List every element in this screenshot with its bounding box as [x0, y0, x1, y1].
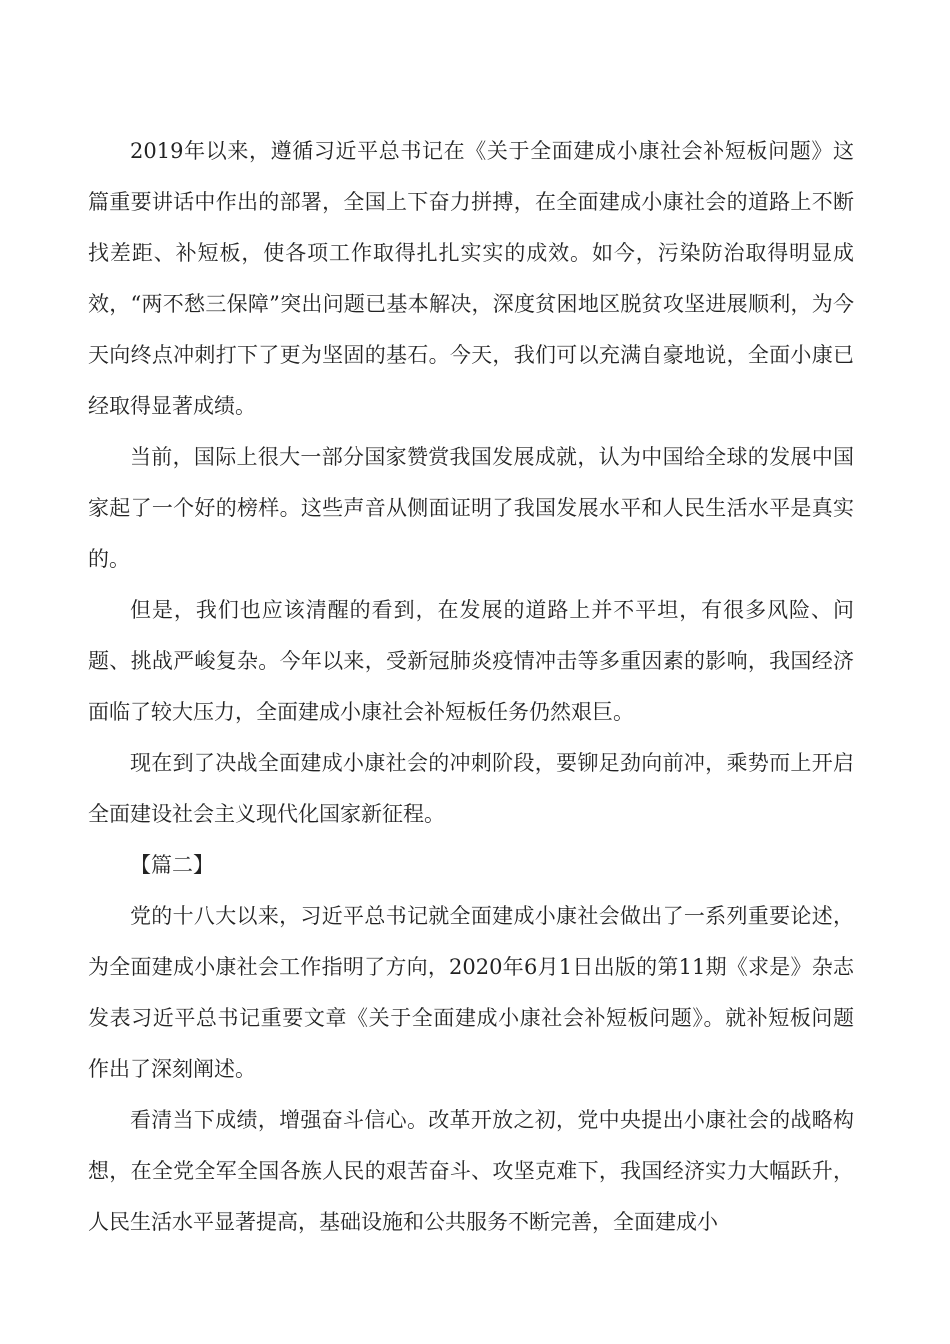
paragraph: 但是，我们也应该清醒的看到，在发展的道路上并不平坦，有很多风险、问题、挑战严峻复杂。今年以来，受新冠肺炎疫情冲击等多重因素的影响，我国经济面临了较大压力，全面建成小康社会补短板任务仍然艰巨。: [88, 598, 854, 724]
paragraph: 现在到了决战全面建成小康社会的冲刺阶段，要铆足劲向前冲，乘势而上开启全面建设社会主义现代化国家新征程。: [88, 751, 854, 826]
document-body: [88, 126, 854, 1248]
paragraph: 党的十八大以来，习近平总书记就全面建成小康社会做出了一系列重要论述，为全面建成小康社会工作指明了方向，2020年6月1日出版的第11期《求是》杂志发表习近平总书记重要文章《关于全面建成小康社会补短板问题》。就补短板问题作出了深刻阐述。: [88, 904, 854, 1081]
paragraph: 当前，国际上很大一部分国家赞赏我国发展成就，认为中国给全球的发展中国家起了一个好的榜样。这些声音从侧面证明了我国发展水平和人民生活水平是真实的。: [88, 445, 854, 571]
paragraph: 看清当下成绩，增强奋斗信心。改革开放之初，党中央提出小康社会的战略构想，在全党全军全国各族人民的艰苦奋斗、攻坚克难下，我国经济实力大幅跃升，人民生活水平显著提高，基础设施和公共服务不断完善，全面建成小: [88, 1108, 854, 1234]
paragraph: 2019年以来，遵循习近平总书记在《关于全面建成小康社会补短板问题》这篇重要讲话中作出的部署，全国上下奋力拼搏，在全面建成小康社会的道路上不断找差距、补短板，使各项工作取得扎扎实实的成效。如今，污染防治取得明显成效，“两不愁三保障”突出问题已基本解决，深度贫困地区脱贫攻坚进展顺利，为今天向终点冲刺打下了更为坚固的基石。今天，我们可以充满自豪地说，全面小康已经取得显著成绩。: [88, 139, 854, 418]
section-heading: 【篇二】: [130, 853, 214, 877]
